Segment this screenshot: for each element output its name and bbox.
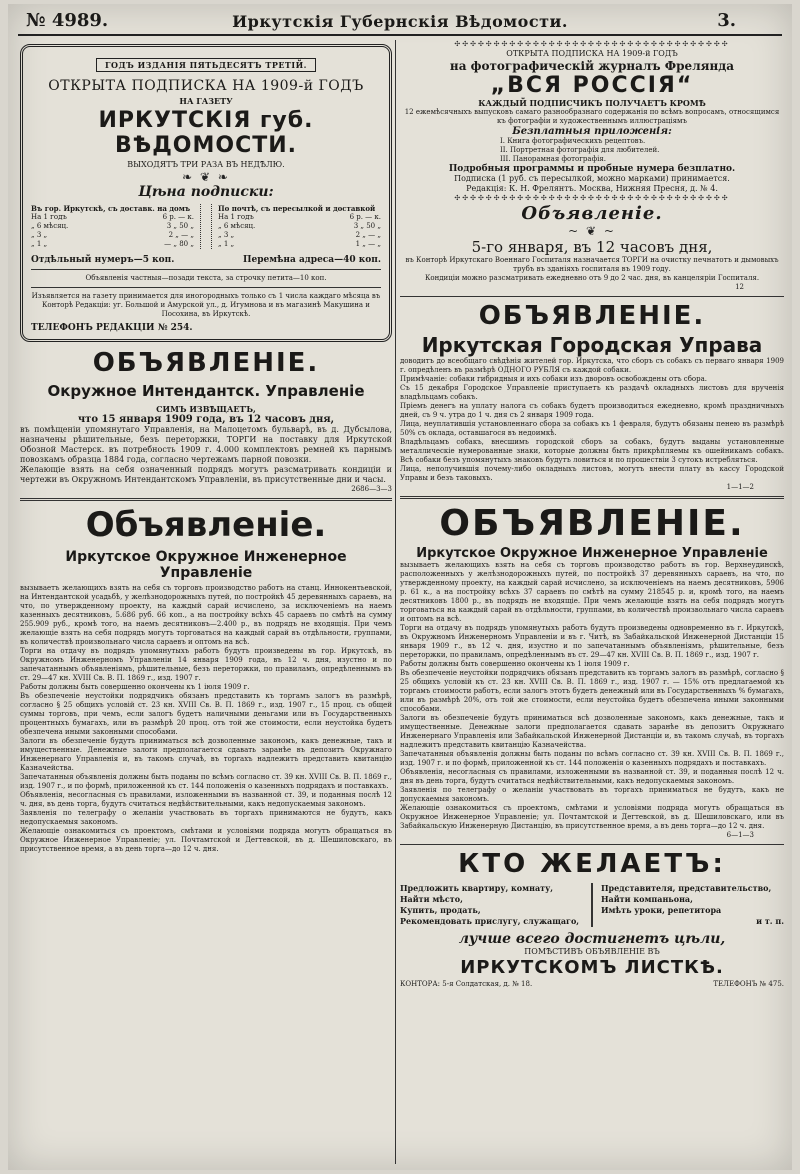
engineer2-p1: вызываетъ желающихъ взять на себя съ торговъ производство работъ въ гор. Верхнеудинскѣ, расположенныхъ у желѣзнодорожныхъ путей, по постройкѣ 37 деревянныхъ сараевъ, на что, по утвержденному проекту, на каждый сарай исчислено, за исключеніемъ на наемъ десятниковъ, 5906 р. 61 к., а на постройку всѣхъ 37 сараевъ по смѣтѣ на сумму 218545 р. и, кромѣ того, на наемъ десятниковъ 1800 р., въ подрядъ не входящіе. При чемъ желающіе взять на себя подрядъ могутъ торговаться на каждый сарай въ отдѣльности, группами, въ количествѣ произвольнаго числа сараевъ и оптомъ на всѣ. — [400, 561, 784, 623]
intendant-ad — [20, 348, 392, 494]
engineer-p5: Залоги въ обезпеченіе будутъ приниматься всѣ дозволенные закономъ, какъ денежные, такъ и имущественные. Денежные залоги предполагается сдавать заранѣе въ депозитъ Окружнаго Инженернаго Управленія и, въ такомъ случаѣ, въ торгахъ надлежитъ представить квитанцію Казначейства. — [20, 737, 392, 772]
engineer-p7: Объявленія, несогласныя съ правилами, изложенными въ названной ст. 39, и поданныя послѣ 12 ч. дня, въ день торга, будутъ считаться недѣйствительными, какъ недопускаемыя закономъ. — [20, 791, 392, 808]
city-p2: Примѣчаніе: собаки гибридныя и ихъ собаки изъ дворовъ освобождены отъ сбора. — [400, 375, 707, 383]
ornament-divider: ❧ ❦ ❧ — [182, 170, 230, 184]
subscription-note: Изъявляется на газету принимается для иногородныхъ только съ 1 числа каждаго мѣсяца въ Конторѣ Редакціи: уг. Большой и Амурской ул., д. Игумнова и въ магазинѣ Макушина и Посохина, въ Иркутскѣ. — [31, 292, 381, 318]
header-rule — [18, 34, 782, 36]
price-term: „ 3 „ — [218, 231, 235, 239]
price-value: — „ 80 „ — [164, 240, 194, 248]
price-term: „ 1 „ — [31, 240, 48, 248]
price-value: 6 р. — к. — [162, 213, 194, 221]
engineer-p1: вызываетъ желающихъ взять на себя съ торговъ производство работъ на станц. Иннокентьевской, на Интендантской усадьбѣ, у желѣзнодорожныхъ путей, по постройкѣ 45 деревянныхъ сараевъ, на что, по утвержденному проекту, на каждый сарай исчислено, за исключеніемъ на наемъ казенныхъ десятниковъ, 5.686 руб. 66 коп., а на постройку всѣхъ 45 сараевъ по смѣтѣ на сумму 255.909 руб., кромѣ того, на наемъ десятниковъ—2.400 р., въ подрядъ не входящія. При чемъ желающіе взять на себя подрядъ могутъ торговаться на каждый сарай въ отдѣльности, группами, въ количествѣ произвольнаго числа сараевъ и оптомъ на всѣ. — [20, 584, 392, 646]
vsya-open: ОТКРЫТА ПОДПИСКА НА 1909-й ГОДЪ — [506, 49, 678, 58]
price-value: 2 „ — „ — [355, 231, 381, 239]
price-left-head: Въ гор. Иркутскѣ, съ доставк. на домъ — [31, 204, 191, 213]
intendant-body: въ помѣщеніи упомянутаго Управленія, на Малоцетомъ бульварѣ, въ д. Дубсылова, назначены рѣшительные, безъ переторжки, ТОРГИ на поставку для Иркутской Обозной Мастерск. въ потребность 1909 г. 4.000 комплектовъ ремней къ парнымъ повозкамъ образца 1884 года, согласно чертежамъ парной повозки. — [20, 425, 392, 464]
engineer-heading: Объявленіе. — [85, 505, 327, 545]
price-table — [31, 204, 381, 249]
right-column — [400, 40, 784, 1164]
price-value: 3 „ 50 „ — [353, 222, 381, 230]
engineer2-p8: Заявленія по телеграфу о желаніи участвовать въ торгахъ приниматься не будутъ, какъ не допускаемыя закономъ. — [400, 786, 784, 803]
engineer2-p4: Въ обезпеченіе неустойки подрядчикъ обязанъ представить къ торгамъ залогъ въ размѣрѣ, согласно § 25 общихъ условій къ ст. 23 кн. XVIII Св. В. П. 1869 г., изд. 1907 г. — 15% отъ предлагаемой къ торгамъ стоимости работъ, если залогъ этотъ будетъ денежный или въ Государственныхъ % бумагахъ, или въ размѣрѣ 20%, отъ той же стоимости, если неустойка будетъ обезпечена иными законными способами. — [400, 669, 784, 713]
engineer2-p2: Торги на отдачу въ подрядъ упомянутыхъ работъ будутъ произведены одновременно въ г. Иркутскѣ, въ Окружномъ Инженерномъ Управленіи и въ г. Читѣ, въ Забайкальской Инженерной Дистанціи 15 января 1909 г., въ 12 ч. дня, изустно и по запечатаннымъ объявленіямъ, рѣшительные, безъ переторжки, по правиламъ, опредѣленнымъ въ ст. 29—47 кн. XVIII Св. В. П. 1869 г., изд. 1907 г. — [400, 624, 784, 659]
engineer2-p3: Работы должны быть совершенно окончены къ 1 іюля 1909 г. — [400, 660, 630, 668]
engineer2-code: 6—1—3 — [726, 831, 754, 839]
hospital-tail: Кондиціи можно разсматривать ежедневно отъ 9 до 2 час. дня, въ канцеляріи Госпиталя. — [424, 274, 760, 282]
vsya-programs: Подробныя программы и пробные нумера безплатно. — [448, 164, 736, 174]
hospital-body: въ Конторѣ Иркутскаго Военнаго Госпиталя назначается ТОРГИ на очистку печнатотъ и дымовыхъ трубъ въ зданіяхъ госпиталя въ 1909 году. — [405, 256, 779, 273]
page-number: 3. — [717, 10, 736, 31]
subscription-frequency: ВЫХОДЯТЪ ТРИ РАЗА ВЪ НЕДѢЛЮ. — [127, 160, 285, 169]
editorial-phone: ТЕЛЕФОНЪ РЕДАКЦІИ № 254. — [31, 323, 193, 333]
engineer2-ad — [400, 503, 784, 840]
vsya-sub: Подписка (1 руб. съ пересылкой, можно марками) принимается. — [454, 174, 730, 183]
kto-item: Предложить квартиру, комнату, — [400, 883, 553, 893]
engineer-p4: Въ обезпеченіе неустойки подрядчикъ обязанъ представить къ торгамъ залогъ въ размѣрѣ, согласно § 25 общихъ условій ст. 23 кн. XVIII Св. В. П. 1869 г., изд. 1907 г., 15 проц. съ общей суммы торговъ, при чемъ, если залогъ будетъ наличными деньгами или въ Государственныхъ процентныхъ бумагахъ, или въ размѣрѣ 20 проц. отъ той же стоимости, если неустойка будетъ обезпечена иными законными способами. — [20, 692, 392, 736]
vsya-rossiya-ad — [400, 40, 784, 203]
hospital-heading: Объявленіе. — [521, 203, 663, 224]
price-term: „ 3 „ — [31, 231, 48, 239]
price-term: На 1 годъ — [31, 213, 67, 221]
vsya-free-list — [400, 137, 784, 164]
price-right-head: По почтѣ, съ пересылкой и доставкой — [218, 204, 376, 213]
page-header — [8, 10, 792, 32]
kto-item: Представителя, представительство, — [601, 883, 772, 893]
ads-rate: Объявленія частныя—позади текста, за строчку петита—10 коп. — [85, 274, 327, 282]
city-p5: Лица, неуплатившія установленнаго сбора за собакъ къ 1 февраля, будутъ обязаны пенею въ размѣрѣ 50% съ оклада, оставшагося въ недоимкѣ. — [400, 420, 784, 437]
ornament-divider: ~ ❦ ~ — [568, 224, 616, 238]
engineer-org: Иркутское Окружное Инженерное Управленіе — [65, 549, 347, 581]
ornament-border: ✣✣✣✣✣✣✣✣✣✣✣✣✣✣✣✣✣✣✣✣✣✣✣✣✣✣✣✣✣✣✣✣✣✣✣ — [454, 40, 730, 48]
intendant-code: 2686—3—3 — [351, 485, 392, 493]
engineer-ad — [20, 505, 392, 854]
kto-zhelaet-ad — [400, 849, 784, 989]
city-p4: Пріемъ денегъ на уплату налога съ собакъ будетъ производиться ежедневно, кромѣ праздничныхъ дней, съ 9 ч. утра до 1 ч. дня съ 2 января 1909 года. — [400, 402, 784, 419]
price-term: „ 1 „ — [218, 240, 235, 248]
subscription-ad — [20, 44, 392, 342]
kto-item: Имѣть уроки, репетитора — [601, 905, 722, 915]
price-value: 2 „ — „ — [168, 231, 194, 239]
kto-item: и т. п. — [756, 916, 784, 926]
city-code: 1—1—2 — [726, 483, 754, 491]
kto-phone: ТЕЛЕФОНЪ № 475. — [713, 980, 784, 988]
engineer-p2: Торги на отдачу въ подрядъ упомянутыхъ работъ будутъ произведены въ гор. Иркутскѣ, въ Окружномъ Инженерномъ Управленіи 14 января 1909 года, въ 12 ч. дня, изустно и по запечатаннымъ объявленіямъ, рѣшительные, безъ переторжки, по правиламъ, опредѣленнымъ въ ст. 29—47 кн. XVIII Св. В. П. 1869 г., изд. 1907 г. — [20, 647, 392, 682]
hospital-ad — [400, 203, 784, 292]
single-copy-price: Отдѣльный нумеръ—5 коп. — [31, 255, 175, 265]
hospital-code: 12 — [735, 283, 744, 291]
issue-number: № 4989. — [26, 10, 109, 31]
subscription-paper-name: ИРКУТСКІЯ губ. ВѢДОМОСТИ. — [98, 108, 314, 158]
kto-item: Рекомендовать прислугу, служащаго, — [400, 916, 580, 926]
kto-item: Купить, продать, — [400, 905, 481, 915]
city-heading: ОБЪЯВЛЕНІЕ. — [478, 301, 706, 331]
engineer-p9: Желающіе ознакомиться съ проектомъ, смѣтами и условіями подряда могутъ обращаться въ Окружное Инженерное Управленіе; ул. Почтамтской и Дегтевской, въ д. Шешиловскаго, въ присутственное время, а въ день торга—до 12 ч. дня. — [20, 827, 392, 853]
city-p6: Владѣльцамъ собакъ, внесшимъ городской сборъ за собакъ, будутъ выданы установленные металлическіе нумерованные знаки, которые должны быть прикрѣпляемы къ ошейникамъ собакъ. Всѣ собаки безъ упомянутыхъ знаковъ будутъ ловиться и по прошествіи 3 сутокъ истребляться. — [400, 438, 784, 464]
engineer2-p5: Залоги въ обезпеченіе будутъ приниматься всѣ дозволенные закономъ, какъ денежные, такъ и имущественные. Денежные залоги предполагается сдавать заранѣе въ депозитъ Окружнаго Инженернаго Управленія или Забайкальской Инженерной Дистанціи и, въ такомъ случаѣ, въ торгахъ надлежитъ представить квитанцію Казначейства. — [400, 714, 784, 749]
engineer2-p9: Желающіе ознакомиться съ проектомъ, смѣтами и условіями подряда могутъ обращаться въ Окружное Инженерное Управленіе; ул. Почтамтской и Дегтевской, въ д. Шешиловскаго, или въ Забайкальскую Инженерную Дистанцію, въ присутственное время, а въ день торга—до 12 ч. дня. — [400, 804, 784, 830]
subscription-on-paper: НА ГАЗЕТУ — [179, 96, 233, 106]
engineer2-heading: ОБЪЯВЛЕНІЕ. — [439, 503, 745, 544]
vsya-on: на фотографическій журналъ Фрелянда — [449, 59, 735, 73]
intendant-org: Окружное Интендантск. Управленіе — [47, 382, 365, 400]
intendant-notice: СИМЪ ИЗВѢЩАЕТЪ, — [156, 404, 256, 414]
year-badge: ГОДЪ ИЗДАНІЯ ПЯТЬДЕСЯТЪ ТРЕТІЙ. — [96, 58, 316, 72]
hospital-date: 5-го января, въ 12 часовъ дня, — [471, 238, 713, 256]
vsya-title: „ВСЯ РОССІЯ“ — [490, 73, 694, 98]
kto-office: КОНТОРА: 5-я Солдатская, д. № 18. — [400, 980, 533, 988]
city-p3: Съ 15 декабря Городское Управленіе приступаетъ къ раздачѣ окладныхъ листовъ для врученія владѣльцамъ собакъ. — [400, 384, 784, 401]
engineer-p6: Запечатанныя объявленія должны быть поданы по всѣмъ согласно ст. 39 кн. XVIII Св. В. П. 1869 г., изд. 1907 г., и по формѣ, приложенной къ ст. 144 положенія о казенныхъ подрядахъ и поставкахъ. — [20, 773, 392, 790]
price-divider — [200, 204, 212, 249]
newspaper-page — [8, 4, 792, 1170]
engineer-p8: Заявленія по телеграфу о желаніи участвовать въ торгахъ принимаются не будутъ, какъ недопускаемыя закономъ. — [20, 809, 392, 826]
vsya-editor: Редакція: К. Н. Фрелянтъ. Москва, Нижняя Пресня, д. № 4. — [466, 184, 718, 193]
kto-lists — [400, 883, 784, 927]
city-p7: Лица, неполучившія почему-либо окладныхъ листовъ, могутъ внести плату въ кассу Городской Управы и безъ таковыхъ. — [400, 465, 784, 482]
vsya-free-item: I. Книга фотографическихъ рецептовъ. — [500, 137, 646, 145]
kto-item: Найти компаньона, — [601, 894, 693, 904]
paper-title: Иркутскія Губернскія Вѣдомости. — [232, 12, 568, 31]
kto-heading: КТО ЖЕЛАЕТЪ: — [458, 849, 726, 879]
price-value: 3 „ 50 „ — [166, 222, 194, 230]
price-term: „ 6 мѣсяц. — [31, 222, 69, 230]
price-title: Цѣна подписки: — [138, 184, 274, 200]
kto-item: Найти мѣсто, — [400, 894, 463, 904]
engineer-p3: Работы должны быть совершенно окончены къ 1 іюля 1909 г. — [20, 683, 250, 691]
price-value: 1 „ — „ — [355, 240, 381, 248]
address-change-price: Перемѣна адреса—40 коп. — [243, 255, 381, 265]
kto-paper: ИРКУТСКОМЪ ЛИСТКѢ. — [460, 957, 724, 978]
engineer2-org: Иркутское Окружное Инженерное Управленіе — [416, 546, 768, 561]
subscription-open: ОТКРЫТА ПОДПИСКА НА 1909-й ГОДЪ — [48, 78, 364, 94]
vsya-free-item: II. Портретная фотографія для любителей. — [500, 146, 660, 154]
price-term: „ 6 мѣсяц. — [218, 222, 256, 230]
engineer2-p6: Запечатанныя объявленія должны быть поданы по всѣмъ согласно ст. 39 кн. XVIII Св. В. П. 1869 г., изд. 1907 г. и по формѣ, приложенной къ ст. 144 положенія о казенныхъ подрядахъ и поставкахъ. — [400, 750, 784, 767]
city-org: Иркутская Городская Управа — [421, 333, 763, 357]
left-column — [20, 40, 392, 1164]
intendant-date: что 15 января 1909 года, въ 12 часовъ дня, — [77, 414, 335, 425]
ornament-border: ✣✣✣✣✣✣✣✣✣✣✣✣✣✣✣✣✣✣✣✣✣✣✣✣✣✣✣✣✣✣✣✣✣✣✣ — [454, 194, 730, 202]
price-term: На 1 годъ — [218, 213, 254, 221]
vsya-issues: 12 ежемѣсячныхъ выпусковъ самаго разнообразнаго содержанія по всѣмъ вопросамъ, относящимся къ фотографіи и художественнымъ иллюстраціямъ — [404, 108, 780, 125]
kto-placing: ПОМѢСТИВЪ ОБЪЯВЛЕНІЕ ВЪ — [524, 947, 660, 956]
column-separator — [395, 40, 396, 1164]
vsya-free-head: Безплатныя приложенія: — [512, 126, 672, 137]
vsya-free-item: III. Панорамная фотографія. — [500, 155, 606, 163]
intendant-heading: ОБЪЯВЛЕНІЕ. — [92, 348, 320, 378]
engineer2-p7: Объявленія, несогласныя съ правилами, изложенными въ названной ст. 39, и поданныя послѣ 12 ч. дня въ день торга, будутъ считаться недѣйствительными, какъ недопускаемыя закономъ. — [400, 768, 784, 785]
city-p1: доводитъ до всеобщаго свѣдѣнія жителей гор. Иркутска, что сборъ съ собакъ съ перваго января 1909 г. опредѣленъ въ размѣрѣ ОДНОГО РУБЛЯ съ каждой собаки. — [400, 357, 784, 374]
kto-better: лучше всего достигнетъ цѣли, — [458, 931, 726, 947]
vsya-each: КАЖДЫЙ ПОДПИСЧИКЪ ПОЛУЧАЕТЪ КРОМѢ — [478, 98, 706, 108]
price-value: 6 р. — к. — [349, 213, 381, 221]
intendant-tail: Желающіе взять на себя означенный подрядъ могутъ разсматривать кондиціи и чертежи въ Окружномъ Интендантскомъ Управленіи, въ присутственные дни и часы. — [20, 465, 392, 484]
city-ad — [400, 301, 784, 492]
